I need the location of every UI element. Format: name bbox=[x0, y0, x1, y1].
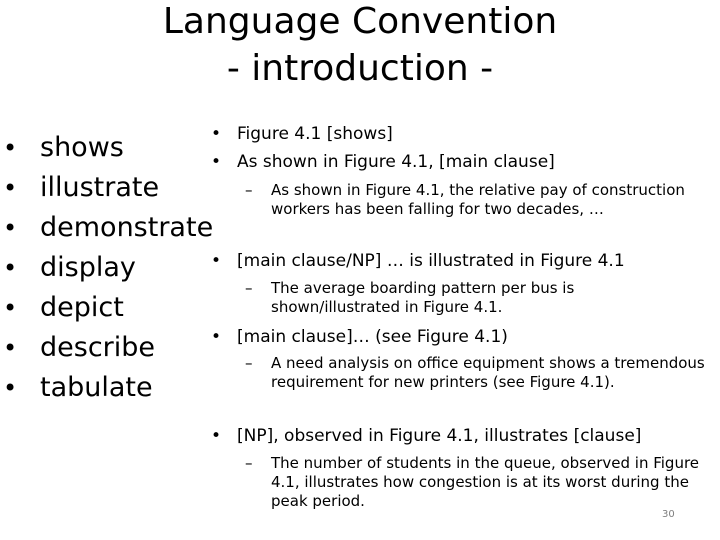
title-line-2: - introduction - bbox=[226, 48, 494, 89]
verb-item: shows bbox=[40, 132, 124, 163]
example-item: The average boarding pattern per bus is shown/illustrated in Figure 4.1. bbox=[271, 279, 575, 316]
bullet-icon: • bbox=[3, 294, 18, 322]
bullet-icon: • bbox=[211, 152, 222, 172]
verb-item: depict bbox=[40, 292, 124, 323]
dash-icon: – bbox=[245, 354, 253, 372]
dash-icon: – bbox=[245, 181, 253, 199]
pattern-item: Figure 4.1 [shows] bbox=[237, 124, 393, 144]
bullet-icon: • bbox=[3, 334, 18, 362]
example-item: As shown in Figure 4.1, the relative pay of construction workers has been falling for two decades, … bbox=[271, 181, 685, 218]
verb-item: demonstrate bbox=[40, 212, 214, 243]
verb-item: describe bbox=[40, 332, 156, 363]
dash-icon: – bbox=[245, 454, 253, 472]
title-line-1: Language Convention bbox=[162, 1, 558, 42]
page-number: 30 bbox=[662, 509, 675, 520]
pattern-item: [main clause/NP] … is illustrated in Figure 4.1 bbox=[237, 251, 625, 271]
dash-icon: – bbox=[245, 279, 253, 297]
bullet-icon: • bbox=[211, 251, 222, 271]
pattern-item: [main clause]… (see Figure 4.1) bbox=[237, 327, 508, 347]
bullet-icon: • bbox=[3, 134, 18, 162]
pattern-item: [NP], observed in Figure 4.1, illustrates [clause] bbox=[237, 426, 642, 446]
bullet-icon: • bbox=[3, 174, 18, 202]
verb-item: tabulate bbox=[40, 372, 153, 403]
pattern-item: As shown in Figure 4.1, [main clause] bbox=[237, 152, 555, 172]
bullet-icon: • bbox=[3, 374, 18, 402]
bullet-icon: • bbox=[211, 327, 222, 347]
bullet-icon: • bbox=[3, 214, 18, 242]
bullet-icon: • bbox=[211, 124, 222, 144]
verb-item: illustrate bbox=[40, 172, 160, 203]
example-item: A need analysis on office equipment shows a tremendous requirement for new printers (see Figure 4.1). bbox=[271, 354, 705, 391]
example-item: The number of students in the queue, observed in Figure 4.1, illustrates how congestion is at its worst during the peak period. bbox=[271, 454, 700, 510]
bullet-icon: • bbox=[211, 426, 222, 446]
verb-item: display bbox=[40, 252, 136, 283]
bullet-icon: • bbox=[3, 254, 18, 282]
